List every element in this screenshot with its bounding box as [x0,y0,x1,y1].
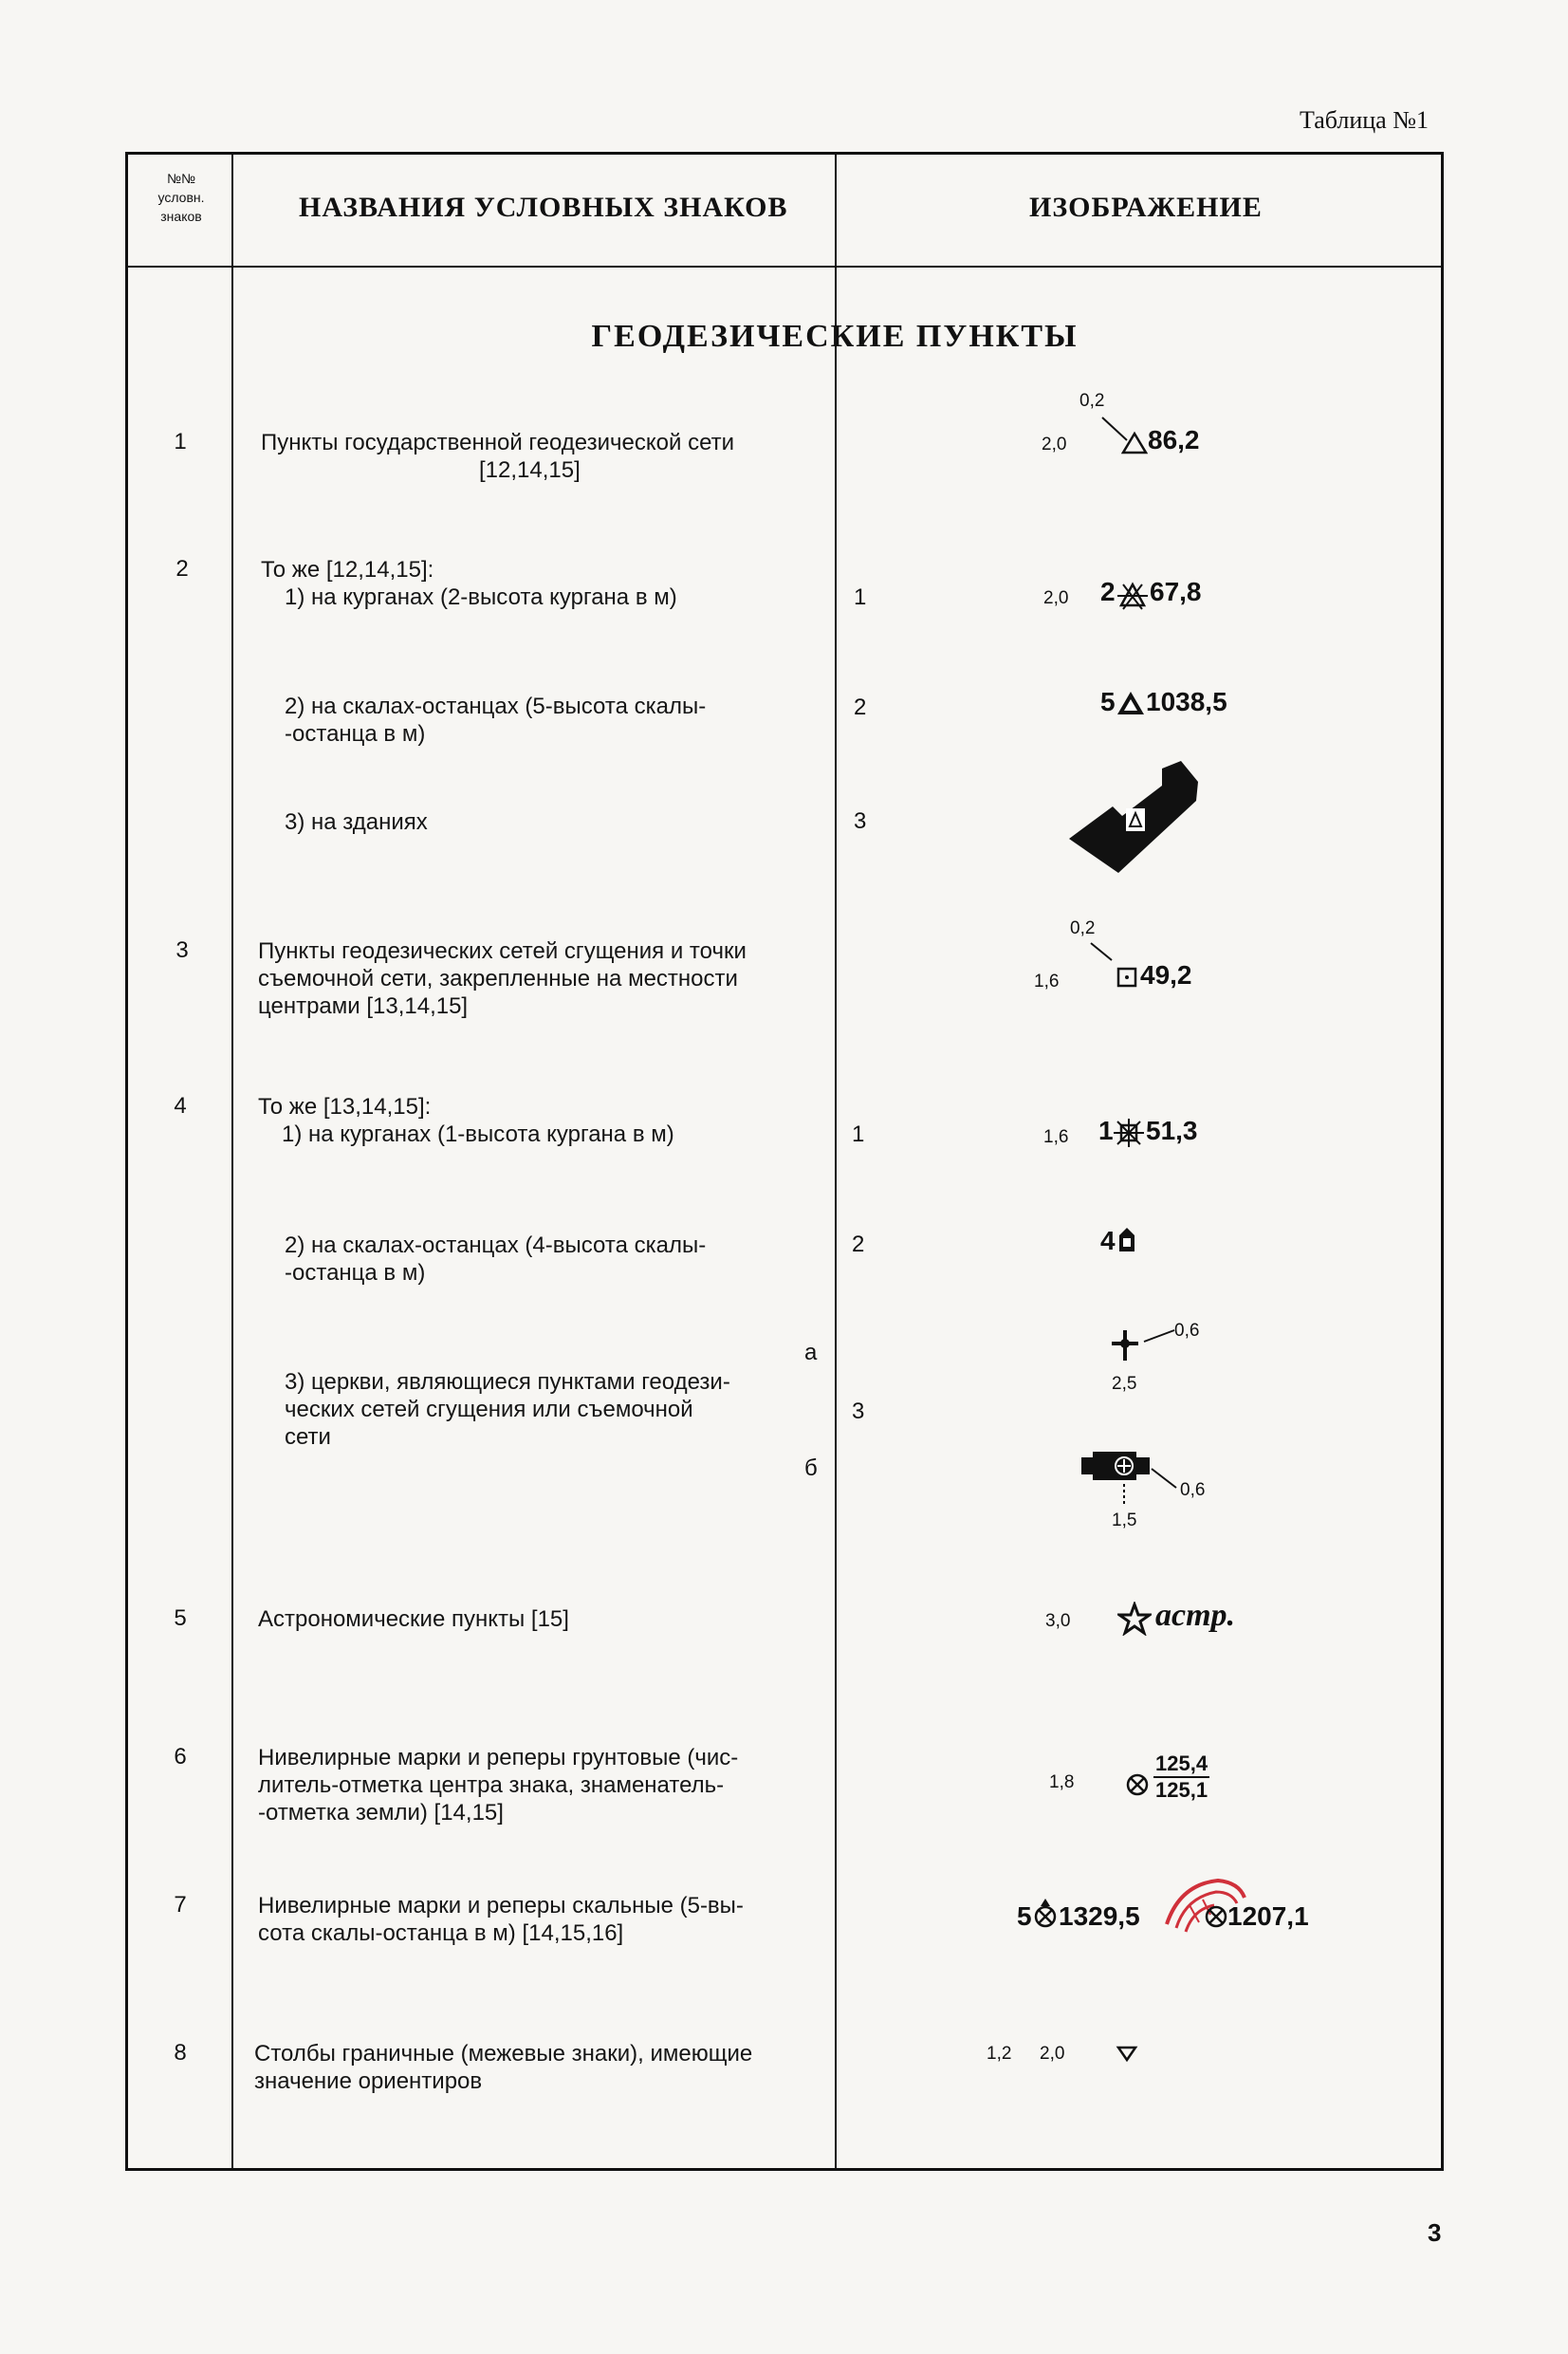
row-number: 8 [174,2040,187,2066]
elevation-value: 49,2 [1140,960,1192,990]
header-number-column [129,169,233,226]
table-label: Таблица №1 [1300,106,1430,134]
rock-triangle-icon [1116,689,1146,717]
row-number: 7 [174,1892,187,1918]
row-text [285,1368,730,1451]
dimension-label: 1,2 [987,2044,1012,2064]
text-line: Астрономические пункты [15] [258,1606,569,1632]
dimension-label: 2,0 [1043,588,1069,608]
elevation-value: 1329,5 [1059,1901,1140,1931]
text-line: [12,14,15] [479,457,581,483]
astro-label: астр. [1155,1598,1236,1633]
text-line: То же [13,14,15]: [258,1094,432,1120]
variant-label: а [804,1340,818,1365]
text-line: Нивелирные марки и реперы грунтовые (чис- [258,1745,739,1770]
church-cross-icon [1108,1326,1142,1364]
text-line: 3) на зданиях [285,809,428,835]
rock-square-icon [1116,1226,1138,1254]
row-number: 2 [175,556,189,582]
dimension-label: 2,0 [1042,435,1067,454]
row-text [258,937,747,1020]
text-line: Пункты геодезических сетей сгущения и точки [258,938,747,964]
header-names: НАЗВАНИЯ УСЛОВНЫХ ЗНАКОВ [299,192,788,223]
header-divider [125,266,1444,268]
subitem-number: 1 [854,584,867,610]
dimension-label: 3,0 [1045,1611,1071,1631]
text-line: литель-отметка центра знака, знаменатель- [258,1772,725,1798]
leader-line [1089,941,1117,964]
dimension-label: 0,2 [1070,918,1096,938]
row-number: 3 [175,937,189,963]
row-text [261,429,734,484]
text-line: ческих сетей сгущения или съемочной [285,1397,693,1422]
text-line: -останца в м) [285,721,426,747]
elevation-value: 1207,1 [1227,1901,1309,1931]
text-line: значение ориентиров [254,2068,483,2094]
star-icon [1117,1602,1152,1636]
text-line: -останца в м) [285,1260,426,1286]
square-point-icon [1116,966,1138,989]
text-line: Пункты государственной геодезической сети [261,430,735,455]
row-number: 6 [174,1744,187,1770]
header-num-line: условн. [157,190,205,205]
text-line: 1) на курганах (1-высота кургана в м) [282,1121,674,1147]
elevation-value: 1038,5 [1146,687,1227,716]
row-number: 4 [174,1093,187,1119]
row-number: 5 [174,1605,187,1631]
text-line: 1) на курганах (2-высота кургана в м) [285,584,677,610]
text-line: Нивелирные марки и реперы скальные (5-вы- [258,1893,744,1918]
col-divider-2 [835,152,837,2171]
elevation-value: 86,2 [1148,425,1200,454]
fraction-numerator: 125,4 [1153,1752,1209,1778]
triangle-icon [1121,431,1148,455]
subitem-number: 1 [852,1121,865,1147]
mound-square-icon [1112,1118,1146,1148]
dimension-label: 0,6 [1174,1321,1200,1341]
text-line: сети [285,1424,331,1450]
page-number: 3 [1428,2218,1442,2247]
benchmark-icon [1125,1772,1150,1797]
section-title: ГЕОДЕЗИЧЕСКИЕ ПУНКТЫ [591,319,1079,354]
fraction-denominator: 125,1 [1155,1778,1208,1802]
dimension-label: 0,6 [1180,1480,1206,1500]
header-num-line: знаков [160,209,202,224]
dimension-label: 2,5 [1112,1374,1137,1394]
subitem-number: 2 [854,695,867,720]
row-text [258,1892,744,1947]
dimension-label: 1,6 [1034,972,1060,992]
row-text [258,1093,674,1148]
row-text [261,556,677,611]
row-text [258,1744,738,1826]
leader-line [1138,1326,1176,1345]
dimension-label: 1,5 [1112,1511,1137,1530]
dimension-label: 1,8 [1049,1772,1075,1792]
building-point-icon [1067,759,1200,882]
text-line: 3) церкви, являющиеся пунктами геодези- [285,1369,730,1395]
header-image: ИЗОБРАЖЕНИЕ [1029,192,1263,223]
subitem-number: 3 [852,1399,865,1424]
text-line: Столбы граничные (межевые знаки), имеющие [254,2041,753,2067]
subitem-number: 3 [854,808,867,834]
height-prefix: 4 [1100,1226,1116,1255]
rock-benchmark-icon [1032,1898,1059,1930]
height-prefix: 2 [1100,577,1116,606]
rock-benchmark-icon [1203,1898,1229,1930]
col-divider-1 [231,152,233,2171]
height-prefix: 1 [1098,1116,1114,1145]
height-prefix: 5 [1017,1901,1032,1931]
boundary-post-icon [1116,2044,1138,2063]
row-text [258,1605,569,1633]
text-line: центрами [13,14,15] [258,993,469,1019]
text-line: сота скалы-останца в м) [14,15,16] [258,1920,624,1946]
header-num-line: №№ [166,171,196,186]
fraction [1153,1752,1209,1803]
text-line: То же [12,14,15]: [261,557,434,583]
row-number: 1 [174,429,187,454]
row-text [285,693,706,748]
text-line: съемочной сети, закрепленные на местности [258,966,738,992]
text-line: 2) на скалах-останцах (4-высота скалы- [285,1233,707,1258]
text-line: 2) на скалах-останцах (5-высота скалы- [285,694,707,719]
variant-label: б [804,1455,818,1481]
elevation-value: 67,8 [1150,577,1202,606]
elevation-value: 51,3 [1146,1116,1198,1145]
dimension-label: 2,0 [1040,2044,1065,2064]
row-text [254,2040,752,2095]
dimension-label: 1,6 [1043,1127,1069,1147]
subitem-number: 2 [852,1232,865,1257]
dimension-label: 0,2 [1079,391,1105,411]
height-prefix: 5 [1100,687,1116,716]
mound-triangle-icon [1116,581,1150,611]
row-text [285,808,428,836]
leader-line [1148,1465,1182,1492]
row-text [285,1232,706,1287]
text-line: -отметка земли) [14,15] [258,1800,504,1826]
